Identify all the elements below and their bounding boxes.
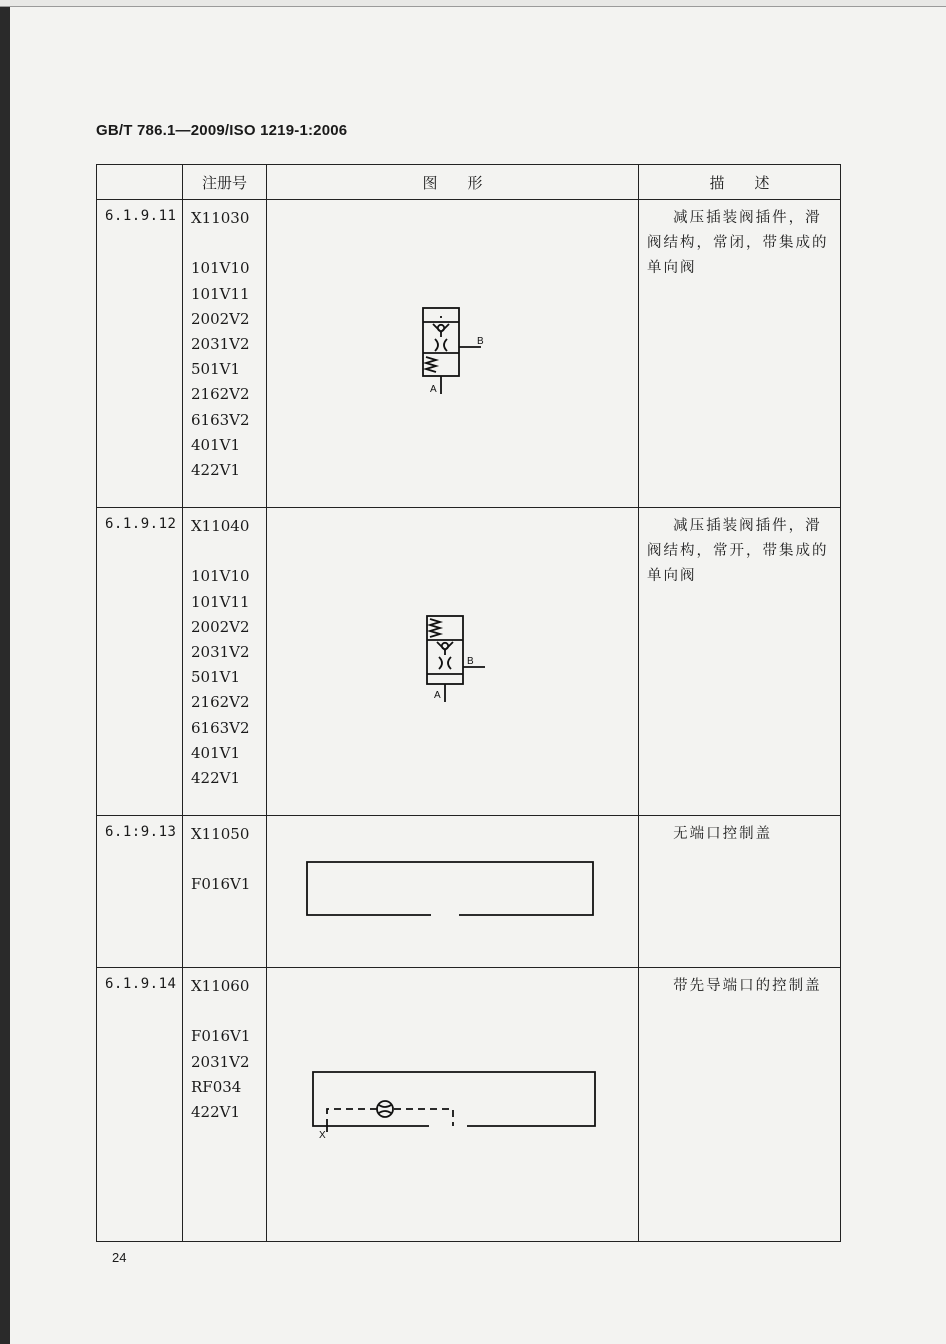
code: 2031V2 — [191, 1052, 250, 1071]
code: 2162V2 — [191, 385, 250, 404]
control-cover-no-port-symbol — [267, 816, 637, 966]
code: 501V1 — [191, 668, 241, 687]
table-row — [97, 816, 841, 968]
item-number: 6.1.9.12 — [97, 508, 183, 816]
registration-codes — [183, 200, 267, 508]
column-header-graphic: 图 形 — [267, 165, 639, 200]
code: 401V1 — [191, 435, 241, 454]
table-row — [97, 508, 841, 816]
column-header-number — [97, 165, 183, 200]
port-b-label: B — [477, 336, 484, 347]
code: X11030 — [191, 209, 250, 227]
description: 减压插装阀插件，滑阀结构，常闭，带集成的单向阀 — [639, 200, 841, 508]
graphic-cell — [267, 816, 639, 968]
graphic-cell — [267, 968, 639, 1242]
code: 6163V2 — [191, 718, 250, 737]
code: 2162V2 — [191, 693, 250, 712]
item-number: 6.1:9.13 — [97, 816, 183, 968]
graphic-cell — [267, 508, 639, 816]
graphic-cell — [267, 200, 639, 508]
table-header-row — [97, 165, 841, 200]
code: X11060 — [191, 977, 250, 995]
code: 501V1 — [191, 360, 241, 379]
code: F016V1 — [191, 875, 251, 894]
code: X11040 — [191, 517, 250, 535]
port-x-label: X — [319, 1130, 326, 1141]
item-number: 6.1.9.11 — [97, 200, 183, 508]
page-number: 24 — [112, 1250, 127, 1265]
code: 101V10 — [191, 259, 250, 278]
code: X11050 — [191, 825, 250, 843]
description: 带先导端口的控制盖 — [639, 968, 841, 1242]
code: 2031V2 — [191, 334, 250, 353]
scan-edge-top — [0, 0, 946, 7]
registration-codes — [183, 816, 267, 968]
column-header-registration: 注册号 — [183, 165, 267, 200]
scan-edge — [0, 0, 10, 1344]
port-a-label: A — [430, 384, 437, 395]
code: 101V11 — [191, 592, 250, 611]
description: 减压插装阀插件，滑阀结构，常开，带集成的单向阀 — [639, 508, 841, 816]
code: 422V1 — [191, 768, 241, 787]
port-a-label: A — [434, 690, 441, 701]
table-row — [97, 968, 841, 1242]
code: 2002V2 — [191, 617, 250, 636]
control-cover-pilot-port-symbol — [267, 968, 637, 1240]
code: 101V11 — [191, 284, 250, 303]
description: 无端口控制盖 — [639, 816, 841, 968]
cartridge-valve-closed-symbol — [267, 200, 637, 506]
standard-header: GB/T 786.1—2009/ISO 1219-1:2006 — [96, 122, 348, 139]
registration-codes — [183, 508, 267, 816]
cartridge-valve-open-symbol — [267, 508, 637, 814]
port-b-label: B — [467, 656, 474, 667]
column-header-description: 描 述 — [639, 165, 841, 200]
code: 401V1 — [191, 743, 241, 762]
code: F016V1 — [191, 1027, 251, 1046]
code: 422V1 — [191, 460, 241, 479]
symbol-table — [96, 164, 841, 1242]
code: 101V10 — [191, 567, 250, 586]
code: 6163V2 — [191, 410, 250, 429]
code: 2002V2 — [191, 309, 250, 328]
registration-codes — [183, 968, 267, 1242]
code: 2031V2 — [191, 642, 250, 661]
item-number: 6.1.9.14 — [97, 968, 183, 1242]
code: 422V1 — [191, 1102, 241, 1121]
table-row — [97, 200, 841, 508]
code: RF034 — [191, 1077, 242, 1096]
